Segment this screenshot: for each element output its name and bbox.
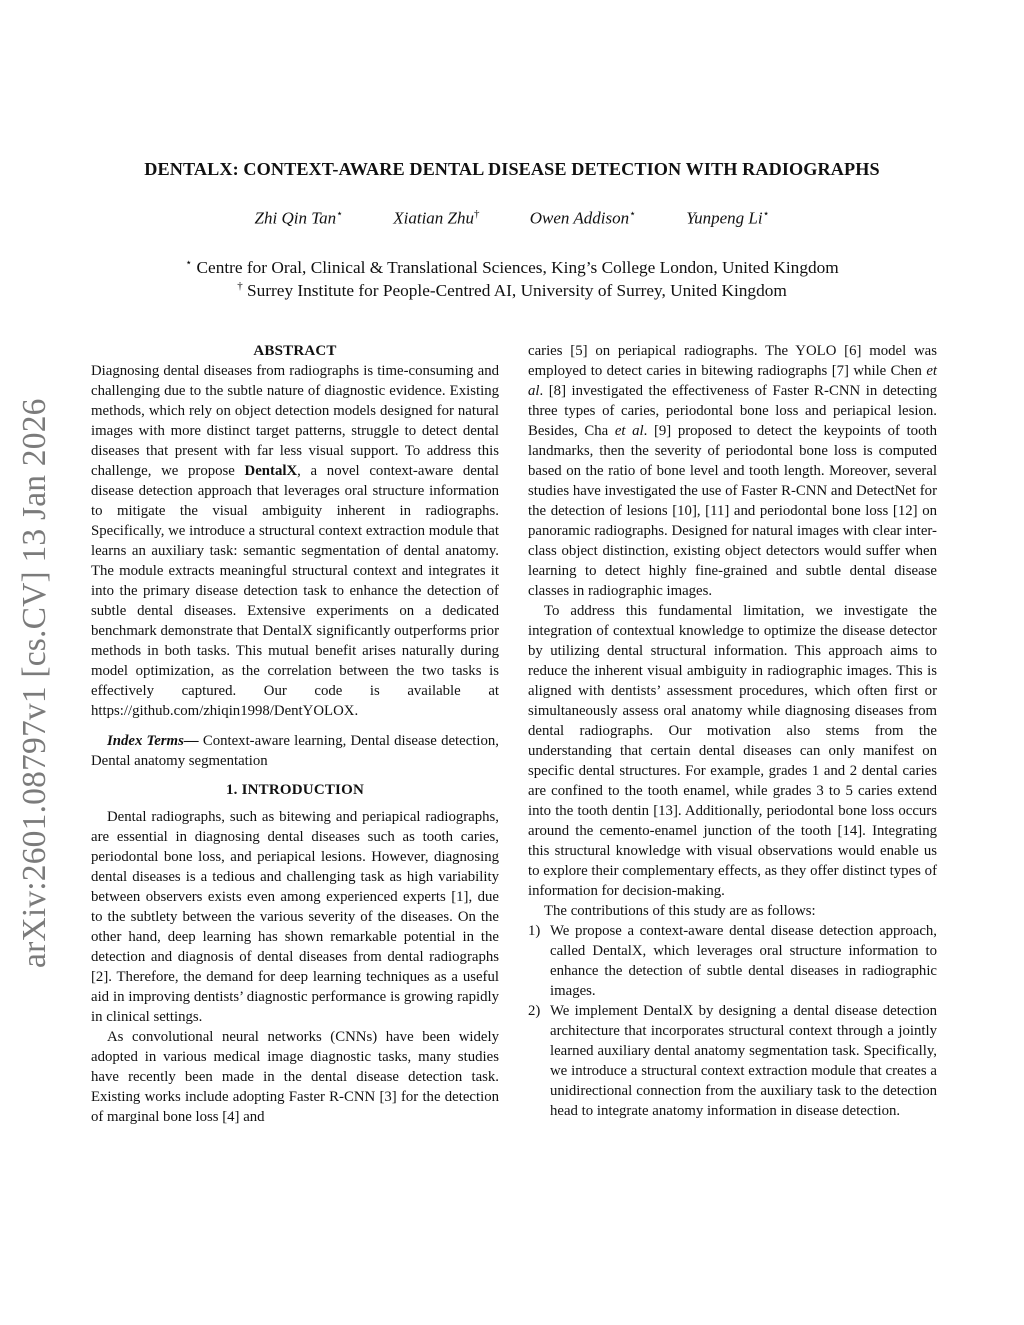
author: Zhi Qin Tan⋆	[254, 208, 343, 228]
author: Owen Addison⋆	[529, 208, 636, 228]
right-column	[528, 341, 937, 1121]
abstract-heading: ABSTRACT	[253, 343, 337, 359]
affiliation-kcl: ⋆ Centre for Oral, Clinical & Translational Sciences, King’s College London, United Kingdom	[185, 257, 839, 277]
author: Xiatian Zhu†	[393, 208, 480, 228]
intro-paragraph-1: Dental radiographs, such as bitewing and periapical radiographs, are essential in diagnosing dental diseases such as tooth caries, periodontal bone loss, and periapical lesions. However, diagnosing dental diseases is a tedious and challenging task as high variability between observers exists even among experienced experts [1], due to the subtlety between the various severity of the diseases. On the other hand, deep learning has shown remarkable potential in the detection and diagnosis of dental diseases from dental radiographs [2]. Therefore, the demand for deep learning techniques as a useful aid in improving dentists’ diagnostic performance is growing rapidly in clinical settings.	[91, 809, 499, 1025]
contribution-item: 2) We implement DentalX by designing a dental disease detection architecture that incorporates structural context through a jointly learned auxiliary dental anatomy segmentation task. Specifically, we introduce a structural context extraction module that creates a unidirectional connection from the auxiliary task to the detection head to integrate anatomy information in disease detection.	[528, 1003, 937, 1119]
index-terms: Index Terms— Context-aware learning, Dental disease detection, Dental anatomy segmentation	[91, 733, 499, 769]
intro-paragraph-3: To address this fundamental limitation, we investigate the integration of contextual knowledge to optimize the disease detector by utilizing dental structural information. This approach aims to reduce the inherent visual ambiguity in radiographic images. This is aligned with dentists’ assessment procedures, which often first or simultaneously assess oral anatomy while diagnosing diseases from dental radiographs. Our motivation also stems from the understanding that certain dental diseases can only manifest on specific dental structures. For example, grades 1 and 2 dental caries are confined to the tooth enamel, while grades 3 to 5 caries extend into the tooth dentin [13]. Additionally, periodontal bone loss occurs around the cemento-enamel junction of the tooth [14]. Integrating this structural knowledge with visual observations would enable us to explore their complementary effects, as they offer distinct types of information for decision-making.	[528, 603, 937, 899]
arxiv-side-stamp: arXiv:2601.08797v1 [cs.CV] 13 Jan 2026	[16, 398, 53, 968]
abstract-text: Diagnosing dental diseases from radiographs is time-consuming and challenging due to the subtle nature of diagnostic evidence. Existing methods, which rely on object detection models designed for natural images with more distinct target patterns, struggle to detect dental diseases that present with far less visual support. To address this challenge, we propose DentalX, a novel context-aware dental disease detection approach that leverages oral structure information to mitigate the visual ambiguity inherent in radiographs. Specifically, we introduce a structural context extraction module that learns an auxiliary task: semantic segmentation of dental anatomy. The module extracts meaningful structural context and integrates it into the primary disease detection task to enhance the detection of subtle dental diseases. Extensive experiments on a dedicated benchmark demonstrate that DentalX significantly outperforms prior methods in both tasks. This mutual benefit arises naturally during model optimization, as the correlation between the two tasks is effectively captured. Our code is available at https://github.com/zhiqin1998/DentYOLOX.	[91, 363, 499, 719]
author-list	[60, 207, 964, 229]
intro-paragraph-4: The contributions of this study are as follows:	[544, 903, 816, 919]
introduction-heading: 1. INTRODUCTION	[225, 782, 364, 798]
author: Yunpeng Li⋆	[686, 208, 770, 228]
method-name: DentalX	[244, 463, 298, 479]
intro-paragraph-2: As convolutional neural networks (CNNs) have been widely adopted in various medical image diagnostic tasks, many studies have recently been made in the dental disease detection task. Existing works include adopting Faster R-CNN [3] for the detection of marginal bone loss [4] and	[91, 1029, 499, 1125]
left-column	[91, 341, 499, 1127]
paper-title: DENTALX: CONTEXT-AWARE DENTAL DISEASE DETECTION WITH RADIOGRAPHS	[144, 159, 880, 179]
contribution-item: 1) We propose a context-aware dental disease detection approach, called DentalX, which leverages oral structure information to enhance the detection of subtle dental diseases in radiographic images.	[528, 923, 937, 999]
intro-paragraph-2-continued: caries [5] on periapical radiographs. The YOLO [6] model was employed to detect caries in bitewing radiographs [7] while Chen et al. [8] investigated the effectiveness of Faster R-CNN in detecting three types of caries, periodontal bone loss and periapical lesion. Besides, Cha et al. [9] proposed to detect the keypoints of tooth landmarks, then the severity of periodontal bone loss is computed based on the ratio of bone level and tooth length. Moreover, several studies have investigated the use of Faster R-CNN and DetectNet for the detection of lesions [10], [11] and periodontal bone loss [12] on panoramic radiographs. Designed for natural images with clear inter-class object distinction, existing object detectors would suffer when learning to detect highly fine-grained and subtle dental disease classes in radiographic images.	[528, 343, 937, 599]
affiliation-surrey: † Surrey Institute for People-Centred AI, University of Surrey, United Kingdom	[237, 280, 787, 300]
